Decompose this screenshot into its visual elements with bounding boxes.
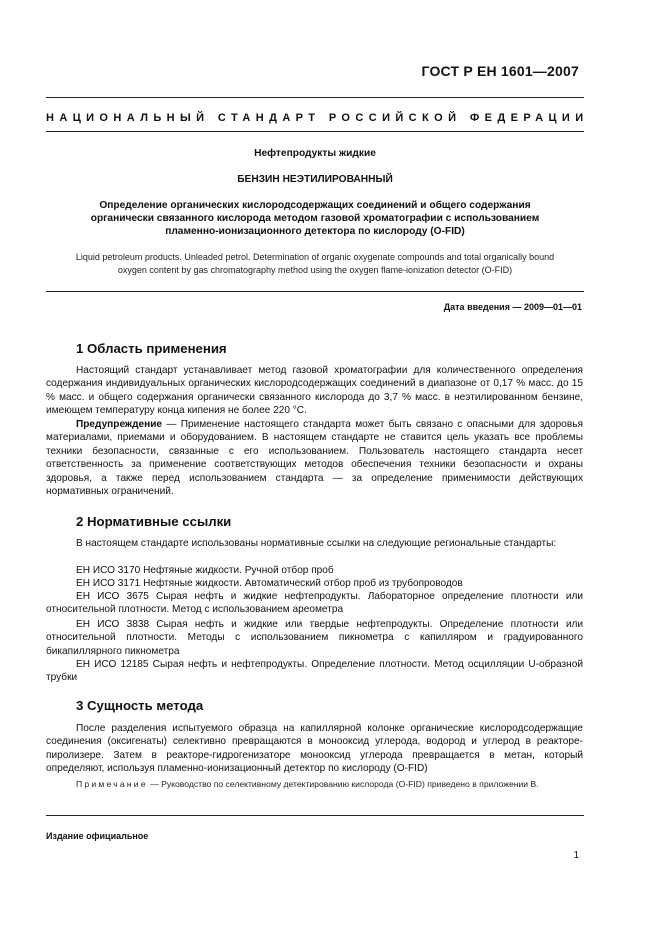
english-title-line: oxygen content by gas chromatography method using the oxygen flame-ionization detector (O-FID) (117, 264, 513, 275)
title-divider (46, 291, 584, 292)
english-title-line: Liquid petroleum products. Unleaded petrol. Determination of organic oxygenate compounds and total organically bound (75, 252, 555, 262)
page-number: 1 (573, 850, 579, 861)
main-title-line: органически связанного кислорода методом газовой хроматографии с использованием (90, 213, 540, 225)
header-divider (46, 97, 584, 98)
section-2-intro: В настоящем стандарте использованы нормативные ссылки на следующие региональные стандарты: (76, 538, 557, 549)
section-2-title: 2 Нормативные ссылки (76, 514, 232, 529)
section-3-note (46, 778, 583, 790)
section-1-title: 1 Область применения (76, 341, 227, 356)
document-code: ГОСТ Р ЕН 1601—2007 (421, 63, 579, 79)
introduction-date: Дата введения — 2009—01—01 (443, 302, 582, 312)
subject-heading: Нефтепродукты жидкие (254, 148, 376, 159)
warning-label: Предупреждение (76, 419, 163, 430)
main-title-line: Определение органических кислородсодержащих соединений и общего содержания (99, 200, 531, 211)
reference-item: ЕН ИСО 3838 Сырая нефть и жидкие или твердые нефтепродукты. Определение плотности или относительной плотности. Методы с использованием пикнометра с капилляром и градуированного бикапиллярного пикнометра (46, 619, 583, 657)
note-label: Примечание (76, 779, 148, 789)
section-3-title: 3 Сущность метода (76, 698, 204, 713)
edition-label: Издание официальное (46, 831, 149, 841)
national-standard-banner: НАЦИОНАЛЬНЫЙ СТАНДАРТ РОССИЙСКОЙ ФЕДЕРАЦИИ (46, 112, 589, 124)
main-title-line: пламенно-ионизационного детектора по кислороду (O-FID) (165, 226, 465, 238)
section-1-paragraph: Настоящий стандарт устанавливает метод газовой хроматографии для количественного определения содержания индивидуальных органических кислородсодержащих соединений в диапазоне от 0,17 % масс. до 15 % масс. и общего содержания органически связанного кислорода до 3,7 % масс. в неэтилированном бензине, имеющем температуру конца кипения не более 220 °С. (46, 365, 583, 417)
reference-item: ЕН ИСО 3170 Нефтяные жидкости. Ручной отбор проб (76, 565, 334, 576)
warning-text: — Применение настоящего стандарта может быть связано с опасными для здоровья материалами, приемами и оборудованием. В настоящем стандарте не ставится цель указать все проблемы техники безопасности, связанные с его использованием. Пользователь настоящего стандарта несет ответственность за применение соответствующих методов обеспечения техники безопасности и охраны здоровья, а также перед использованием стандарта — за определение применимости действующих нормативных ограничений. (46, 419, 583, 498)
reference-item: ЕН ИСО 3171 Нефтяные жидкости. Автоматический отбор проб из трубопроводов (76, 578, 463, 589)
banner-divider (46, 131, 584, 132)
reference-item: ЕН ИСО 12185 Сырая нефть и нефтепродукты. Определение плотности. Метод осцилляции U-образной трубки (46, 659, 583, 684)
section-1-warning (46, 418, 583, 499)
main-title (46, 199, 584, 239)
product-heading: БЕНЗИН НЕЭТИЛИРОВАННЫЙ (237, 174, 393, 185)
note-text: — Руководство по селективному детектированию кислорода (O-FID) приведено в приложении В. (147, 779, 539, 789)
reference-item: ЕН ИСО 3675 Сырая нефть и жидкие нефтепродукты. Лабораторное определение плотности или относительной плотности. Метод с использованием ареометра (46, 591, 583, 616)
footer-divider (46, 815, 584, 816)
english-title (46, 251, 584, 276)
section-3-paragraph: После разделения испытуемого образца на капиллярной колонке органические кислородсодержащие соединения (оксигенаты) селективно превращаются в монооксид углерода, водород и углерод в реакторе-пиролизере. Затем в реакторе-гидрогенизаторе монооксид углерода превращается в метан, который определяют, используя пламенно-ионизационный детектор по кислороду (O-FID) (46, 723, 583, 775)
